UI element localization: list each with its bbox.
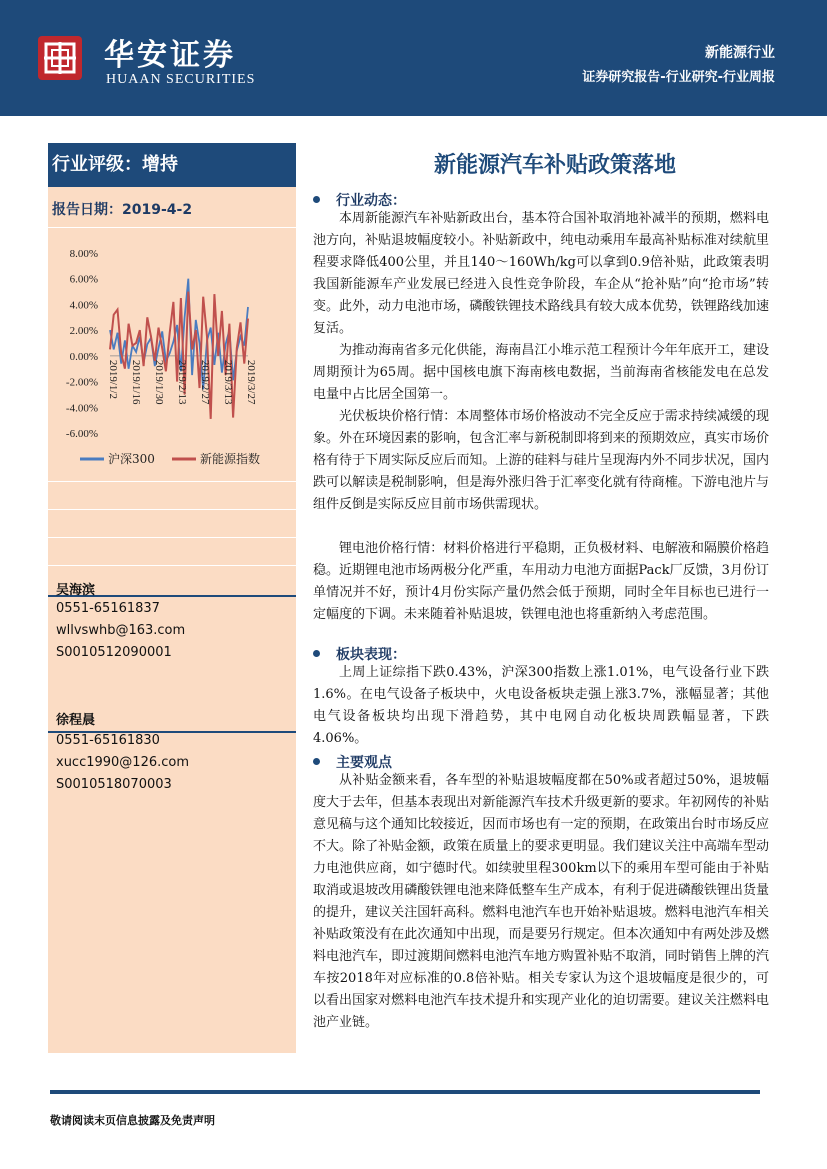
paragraph: 为推动海南省多元化供能，海南昌江小堆示范工程预计今年年底开工，建设周期预计为65周。据中国核电旗下海南核电数据，当前海南省核能发电在总发电量中占比居全国第一。 <box>313 343 769 402</box>
footer-divider <box>50 1090 760 1094</box>
analyst-phone: 0551-65161830 <box>56 733 160 748</box>
disclaimer-text: 敬请阅读末页信息披露及免责声明 <box>50 1114 215 1127</box>
analyst-license: S0010512090001 <box>56 645 172 660</box>
y-tick-label: 0.00% <box>69 350 98 363</box>
divider <box>48 565 296 566</box>
divider <box>48 509 296 510</box>
legend-label: 沪深300 <box>108 452 155 466</box>
section-heading: 板块表现： <box>313 644 406 664</box>
analyst-name: 吴海滨 <box>56 583 96 598</box>
y-tick-label: -4.00% <box>65 402 98 415</box>
paragraph: 锂电池价格行情：材料价格进行平稳期，正负极材料、电解液和隔膜价格趋稳。近期锂电池市场两极分化严重，车用动力电池方面据Pack厂反馈，3月份订单情况并不好，预计4月份实际产量仍然会低于预期，同时全年目标也已进行一定幅度的下调。未来随着补贴退坡，铁锂电池也将重新纳入考虑范围。 <box>313 541 769 622</box>
logo-text-en: HUAAN SECURITIES <box>106 72 256 87</box>
bullet-icon <box>313 650 320 657</box>
sidebar <box>48 143 296 1053</box>
analyst-email[interactable]: wllvswhb@163.com <box>56 623 186 638</box>
legend-label: 新能源指数 <box>200 452 261 466</box>
analyst-name: 徐程晨 <box>56 713 96 728</box>
divider <box>48 537 296 538</box>
x-tick-label: 2019/3/13 <box>222 359 234 405</box>
y-tick-label: 4.00% <box>69 299 98 312</box>
analyst-email[interactable]: xucc1990@126.com <box>56 755 190 770</box>
industry-rating: 行业评级：增持 <box>48 143 296 187</box>
sector-label: 新能源行业 <box>705 45 775 61</box>
paragraph: 上周上证综指下跌0.43%，沪深300指数上涨1.01%，电气设备行业下跌1.6%。在电气设备子板块中，火电设备板块走强上涨3.7%，涨幅显著；其他电气设备板块均出现下滑趋势，其中电网自动化板块周跌幅显著，下跌4.06%。 <box>313 665 769 746</box>
paragraph: 光伏板块价格行情：本周整体市场价格波动不完全反应于需求持续减缓的现象。外在环境因素的影响，包含汇率与新税制即将到来的预期效应，真实市场价格有待于下周实际反应后而知。上游的硅料与硅片呈现海内外不同步状况，国内跌可以解读是税制影响，但是海外涨归咎于汇率变化就有待商榷。下游电池片与组件反倒是实际反应目前市场供需现状。 <box>313 409 769 512</box>
report-date: 报告日期：2019-4-2 <box>52 202 193 218</box>
section-heading: 主要观点 <box>313 752 392 772</box>
y-tick-label: 2.00% <box>69 325 98 338</box>
logo-text-cn: 华安证券 <box>104 38 236 73</box>
x-tick-label: 2019/2/13 <box>176 359 188 405</box>
report-type-label: 证券研究报告-行业研究-行业周报 <box>582 70 775 85</box>
x-tick-label: 2019/1/16 <box>130 359 142 405</box>
y-tick-label: -6.00% <box>65 428 98 440</box>
section-heading: 行业动态： <box>313 190 406 210</box>
performance-chart <box>48 241 296 481</box>
y-tick-label: 6.00% <box>69 273 98 286</box>
divider <box>48 227 296 228</box>
y-tick-label: 8.00% <box>69 248 98 260</box>
paragraph: 从补贴金额来看，各车型的补贴退坡幅度都在50%或者超过50%，退坡幅度大于去年，但基本表现出对新能源汽车技术升级更新的要求。年初网传的补贴意见稿与这个通知比较接近，因而市场也有一定的预期，在政策出台时市场反应不大。除了补贴金额，政策在质量上的要求更明显。我们建议关注中高端车型动力电池供应商，如宁德时代。如续驶里程300km以下的乘用车型可能由于补贴取消或退坡改用磷酸铁锂电池来降低整车生产成本，有利于促进磷酸铁锂出货量的提升，建议关注国轩高科。燃料电池汽车也开始补贴退坡。燃料电池汽车相关补贴政策没有在此次通知中出现，而是要另行规定。但本次通知中有两处涉及燃料电池汽车，即过渡期间燃料电池汽车地方购置补贴不取消，同时销售上牌的汽车按2018年对应标准的0.8倍补贴。相关专家认为这个退坡幅度是很少的，可以看出国家对燃料电池汽车技术提升和实现产业化的迫切需要。建议关注燃料电池产业链。 <box>313 773 769 1030</box>
x-tick-label: 2019/3/27 <box>245 359 257 405</box>
logo-icon <box>38 36 82 80</box>
analyst-license: S0010518070003 <box>56 777 172 792</box>
x-tick-label: 2019/2/27 <box>199 359 211 405</box>
chart-svg <box>48 241 296 481</box>
x-tick-label: 2019/1/2 <box>107 359 119 399</box>
paragraph: 本周新能源汽车补贴新政出台，基本符合国补取消地补减半的预期，燃料电池方向，补贴退坡幅度较小。补贴新政中，纯电动乘用车最高补贴标准对续航里程要求降低400公里，并且140～160Wh/kg可以拿到0.9倍补贴，此政策表明我国新能源车产业发展已经进入良性竞争阶段，车企从“抢补贴”向“抢市场”转变。此外，动力电池市场，磷酸铁锂技术路线具有较大成本优势，铁锂路线加速复活。 <box>313 211 769 336</box>
y-tick-label: -2.00% <box>65 376 98 389</box>
analyst-phone: 0551-65161837 <box>56 601 160 616</box>
divider <box>48 481 296 482</box>
header-bar <box>0 0 827 116</box>
x-tick-label: 2019/1/30 <box>153 359 165 405</box>
bullet-icon <box>313 758 320 765</box>
bullet-icon <box>313 196 320 203</box>
report-title: 新能源汽车补贴政策落地 <box>433 153 676 178</box>
